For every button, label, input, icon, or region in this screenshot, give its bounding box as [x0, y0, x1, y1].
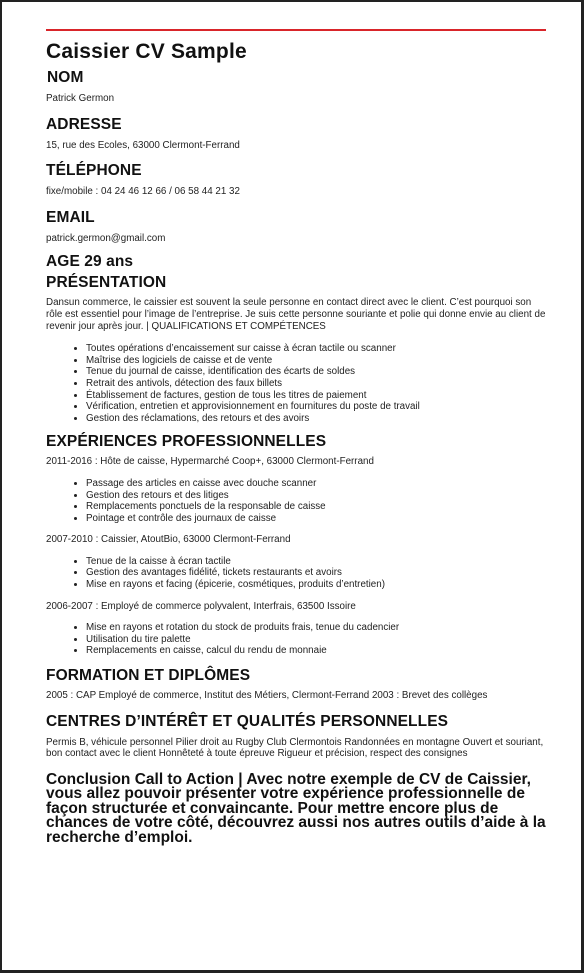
job-title: 2006-2007 : Employé de commerce polyvalent, Interfrais, 63500 Issoire [46, 600, 356, 612]
list-item: • Établissement de factures, gestion de tous les titres de paiement [86, 390, 546, 402]
email-value: patrick.germon@gmail.com [46, 232, 166, 244]
age-heading: AGE 29 ans [46, 253, 134, 271]
list-item: • Remplacements ponctuels de la responsable de caisse [86, 501, 546, 513]
experiences-heading: EXPÉRIENCES PROFESSIONNELLES [46, 433, 327, 451]
title-accent-line [46, 29, 546, 31]
list-item: • Tenue du journal de caisse, identification des écarts de soldes [86, 366, 546, 378]
list-item: • Toutes opérations d’encaissement sur caisse à écran tactile ou scanner [86, 343, 546, 355]
list-item: • Vérification, entretien et approvisionnement en fournitures du poste de travail [86, 401, 546, 413]
cv-content [46, 40, 546, 845]
interets-text: Permis B, véhicule personnel Pilier droit au Rugby Club Clermontois Randonnées en montagne Ouvert et souriant, bon contact avec le client Honnêteté à toute épreuve Rigueur et précision, respect des consignes [46, 736, 544, 760]
list-item: • Pointage et contrôle des journaux de caisse [86, 513, 546, 525]
job-tasks-list [46, 622, 546, 657]
list-item: • Maîtrise des logiciels de caisse et de vente [86, 355, 546, 367]
page-title: Caissier CV Sample [46, 40, 247, 63]
job-title: 2011-2016 : Hôte de caisse, Hypermarché Coop+, 63000 Clermont-Ferrand [46, 456, 374, 468]
adresse-value: 15, rue des Ecoles, 63000 Clermont-Ferrand [46, 139, 240, 151]
list-item: • Utilisation du tire palette [86, 634, 546, 646]
list-item: • Tenue de la caisse à écran tactile [86, 556, 546, 568]
interets-heading: CENTRES D’INTÉRÊT ET QUALITÉS PERSONNELLES [46, 712, 449, 730]
list-item: • Mise en rayons et facing (épicerie, cosmétiques, produits d’entretien) [86, 579, 546, 591]
nom-heading: NOM [47, 69, 84, 86]
telephone-value: fixe/mobile : 04 24 46 12 66 / 06 58 44 21 32 [46, 186, 240, 198]
list-item: • Remplacements en caisse, calcul du rendu de monnaie [86, 645, 546, 657]
competences-list [46, 343, 546, 424]
formation-heading: FORMATION ET DIPLÔMES [46, 667, 251, 685]
email-heading: EMAIL [46, 208, 95, 226]
list-item: • Retrait des antivols, détection des faux billets [86, 378, 546, 390]
list-item: • Mise en rayons et rotation du stock de produits frais, tenue du cadencier [86, 622, 546, 634]
job-title: 2007-2010 : Caissier, AtoutBio, 63000 Clermont-Ferrand [46, 534, 291, 546]
list-item: • Gestion des retours et des litiges [86, 490, 546, 502]
list-item: • Passage des articles en caisse avec douche scanner [86, 478, 546, 490]
conclusion-text: Conclusion Call to Action | Avec notre exemple de CV de Caissier, vous allez pouvoir présenter votre expérience professionnelle de façon structurée et convaincante. Pour mettre encore plus de chances de votre côté, découvrez aussi nos autres outils d’aide à la recherche d’emploi. [46, 770, 546, 846]
adresse-heading: ADRESSE [46, 115, 122, 133]
presentation-heading: PRÉSENTATION [46, 274, 167, 292]
list-item: • Gestion des réclamations, des retours et des avoirs [86, 413, 546, 425]
telephone-heading: TÉLÉPHONE [46, 162, 142, 180]
job-tasks-list [46, 478, 546, 524]
nom-value: Patrick Germon [46, 93, 115, 104]
job-tasks-list [46, 556, 546, 591]
formation-text: 2005 : CAP Employé de commerce, Institut des Métiers, Clermont-Ferrand 2003 : Brevet des collèges [46, 690, 488, 702]
list-item: • Gestion des avantages fidélité, tickets restaurants et avoirs [86, 567, 546, 579]
presentation-text: Dansun commerce, le caissier est souvent la seule personne en contact direct avec le client. C’est pourquoi son rôle est essentiel pour l’image de l’entreprise. Je suis cette personne souriante et polie qui donne envie au client de revenir jour après jour. | QUALIFICATIONS ET COMPÉTENCES [46, 297, 546, 332]
